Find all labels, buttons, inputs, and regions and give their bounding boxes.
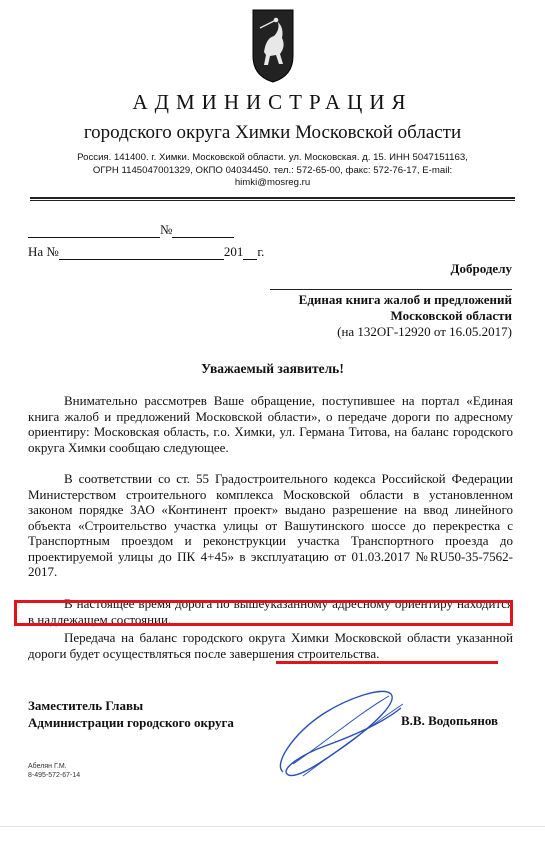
paragraph-3: В настоящее время дорога по вышеуказанному адресному ориентиру находится в надлежащем состоянии. bbox=[28, 596, 513, 627]
red-underline bbox=[276, 661, 498, 664]
year-suffix: г. bbox=[257, 244, 265, 259]
addressee-divider bbox=[270, 289, 512, 290]
contacts-line-1: Россия. 141400. г. Химки. Московской области. ул. Московская. д. 15. ИНН 5047151163, bbox=[77, 152, 468, 163]
addressee-name: Доброделу bbox=[450, 261, 512, 276]
coat-of-arms-icon bbox=[250, 8, 296, 84]
executor-phone: 8-495-572-67-14 bbox=[28, 772, 81, 779]
paragraph-2: В соответствии со ст. 55 Градостроительного кодекса Российской Федерации Министерством строительного комплекса Московской области в установленном законом порядке ЗАО «Континент проект» выдано разрешение на ввод линейного объекта «Строительство участка улицы от Вашутинского шоссе до перекрестка с Транспортным проездом и реконструкции участка Транспортного проезда до проектируемой улицы до ПК 4+45» в эксплуатацию от 01.03.2017 №RU50-35-7562-2017. bbox=[28, 471, 513, 579]
addressee-org-line-2: Московской области bbox=[390, 308, 512, 323]
addressee-org-line-1: Единая книга жалоб и предложений bbox=[298, 292, 512, 307]
highlighted-phrase: после завершения строительства. bbox=[194, 645, 380, 661]
paragraph-1: Внимательно рассмотрев Ваше обращение, поступившее на портал «Единая книга жалоб и предложений Московской области», о передаче дороги по адресному ориентиру: Московская область, г.о. Химки, ул. Германа Титова, на баланс городского округа Химки сообщаю следующее. bbox=[28, 393, 513, 455]
executor-name: Абелян Г.М. bbox=[28, 763, 67, 770]
letterhead-contacts bbox=[40, 152, 505, 190]
reply-to-label: На № bbox=[28, 244, 59, 259]
contacts-line-3: himki@mosreg.ru bbox=[234, 177, 311, 188]
contacts-line-2: ОГРН 1145047001329, ОКПО 04034450. тел.: 572-65-00, факс: 572-76-17, E-mail: bbox=[92, 164, 453, 176]
signer-position-line-2: Администрации городского округа bbox=[28, 715, 234, 730]
outgoing-number-line bbox=[28, 222, 234, 238]
addressee-ref-number: (на 132ОГ-12920 от 16.05.2017) bbox=[337, 324, 512, 339]
handwritten-signature bbox=[263, 684, 413, 784]
executor-info bbox=[28, 762, 80, 780]
reply-to-line bbox=[28, 244, 264, 260]
addressee-block bbox=[262, 292, 512, 340]
signer-name: В.В. Водопьянов bbox=[401, 713, 499, 728]
year-text: 201 bbox=[223, 244, 244, 259]
letterhead-subtitle: городского округа Химки Московской области bbox=[83, 122, 462, 143]
page-bottom-divider bbox=[0, 826, 545, 827]
number-label: № bbox=[160, 222, 173, 237]
red-highlight-box bbox=[14, 600, 513, 626]
letterhead-divider bbox=[30, 197, 515, 199]
signer-position bbox=[28, 697, 234, 731]
paragraph-4: Передача на баланс городского округа Химки Московской области указанной дороги будет осуществляться после завершения строительства. bbox=[28, 630, 513, 661]
signer-position-line-1: Заместитель Главы bbox=[28, 698, 144, 713]
letterhead-divider-thin bbox=[30, 200, 515, 201]
salutation: Уважаемый заявитель! bbox=[201, 361, 344, 376]
letterhead-title: АДМИНИСТРАЦИЯ bbox=[132, 90, 413, 114]
